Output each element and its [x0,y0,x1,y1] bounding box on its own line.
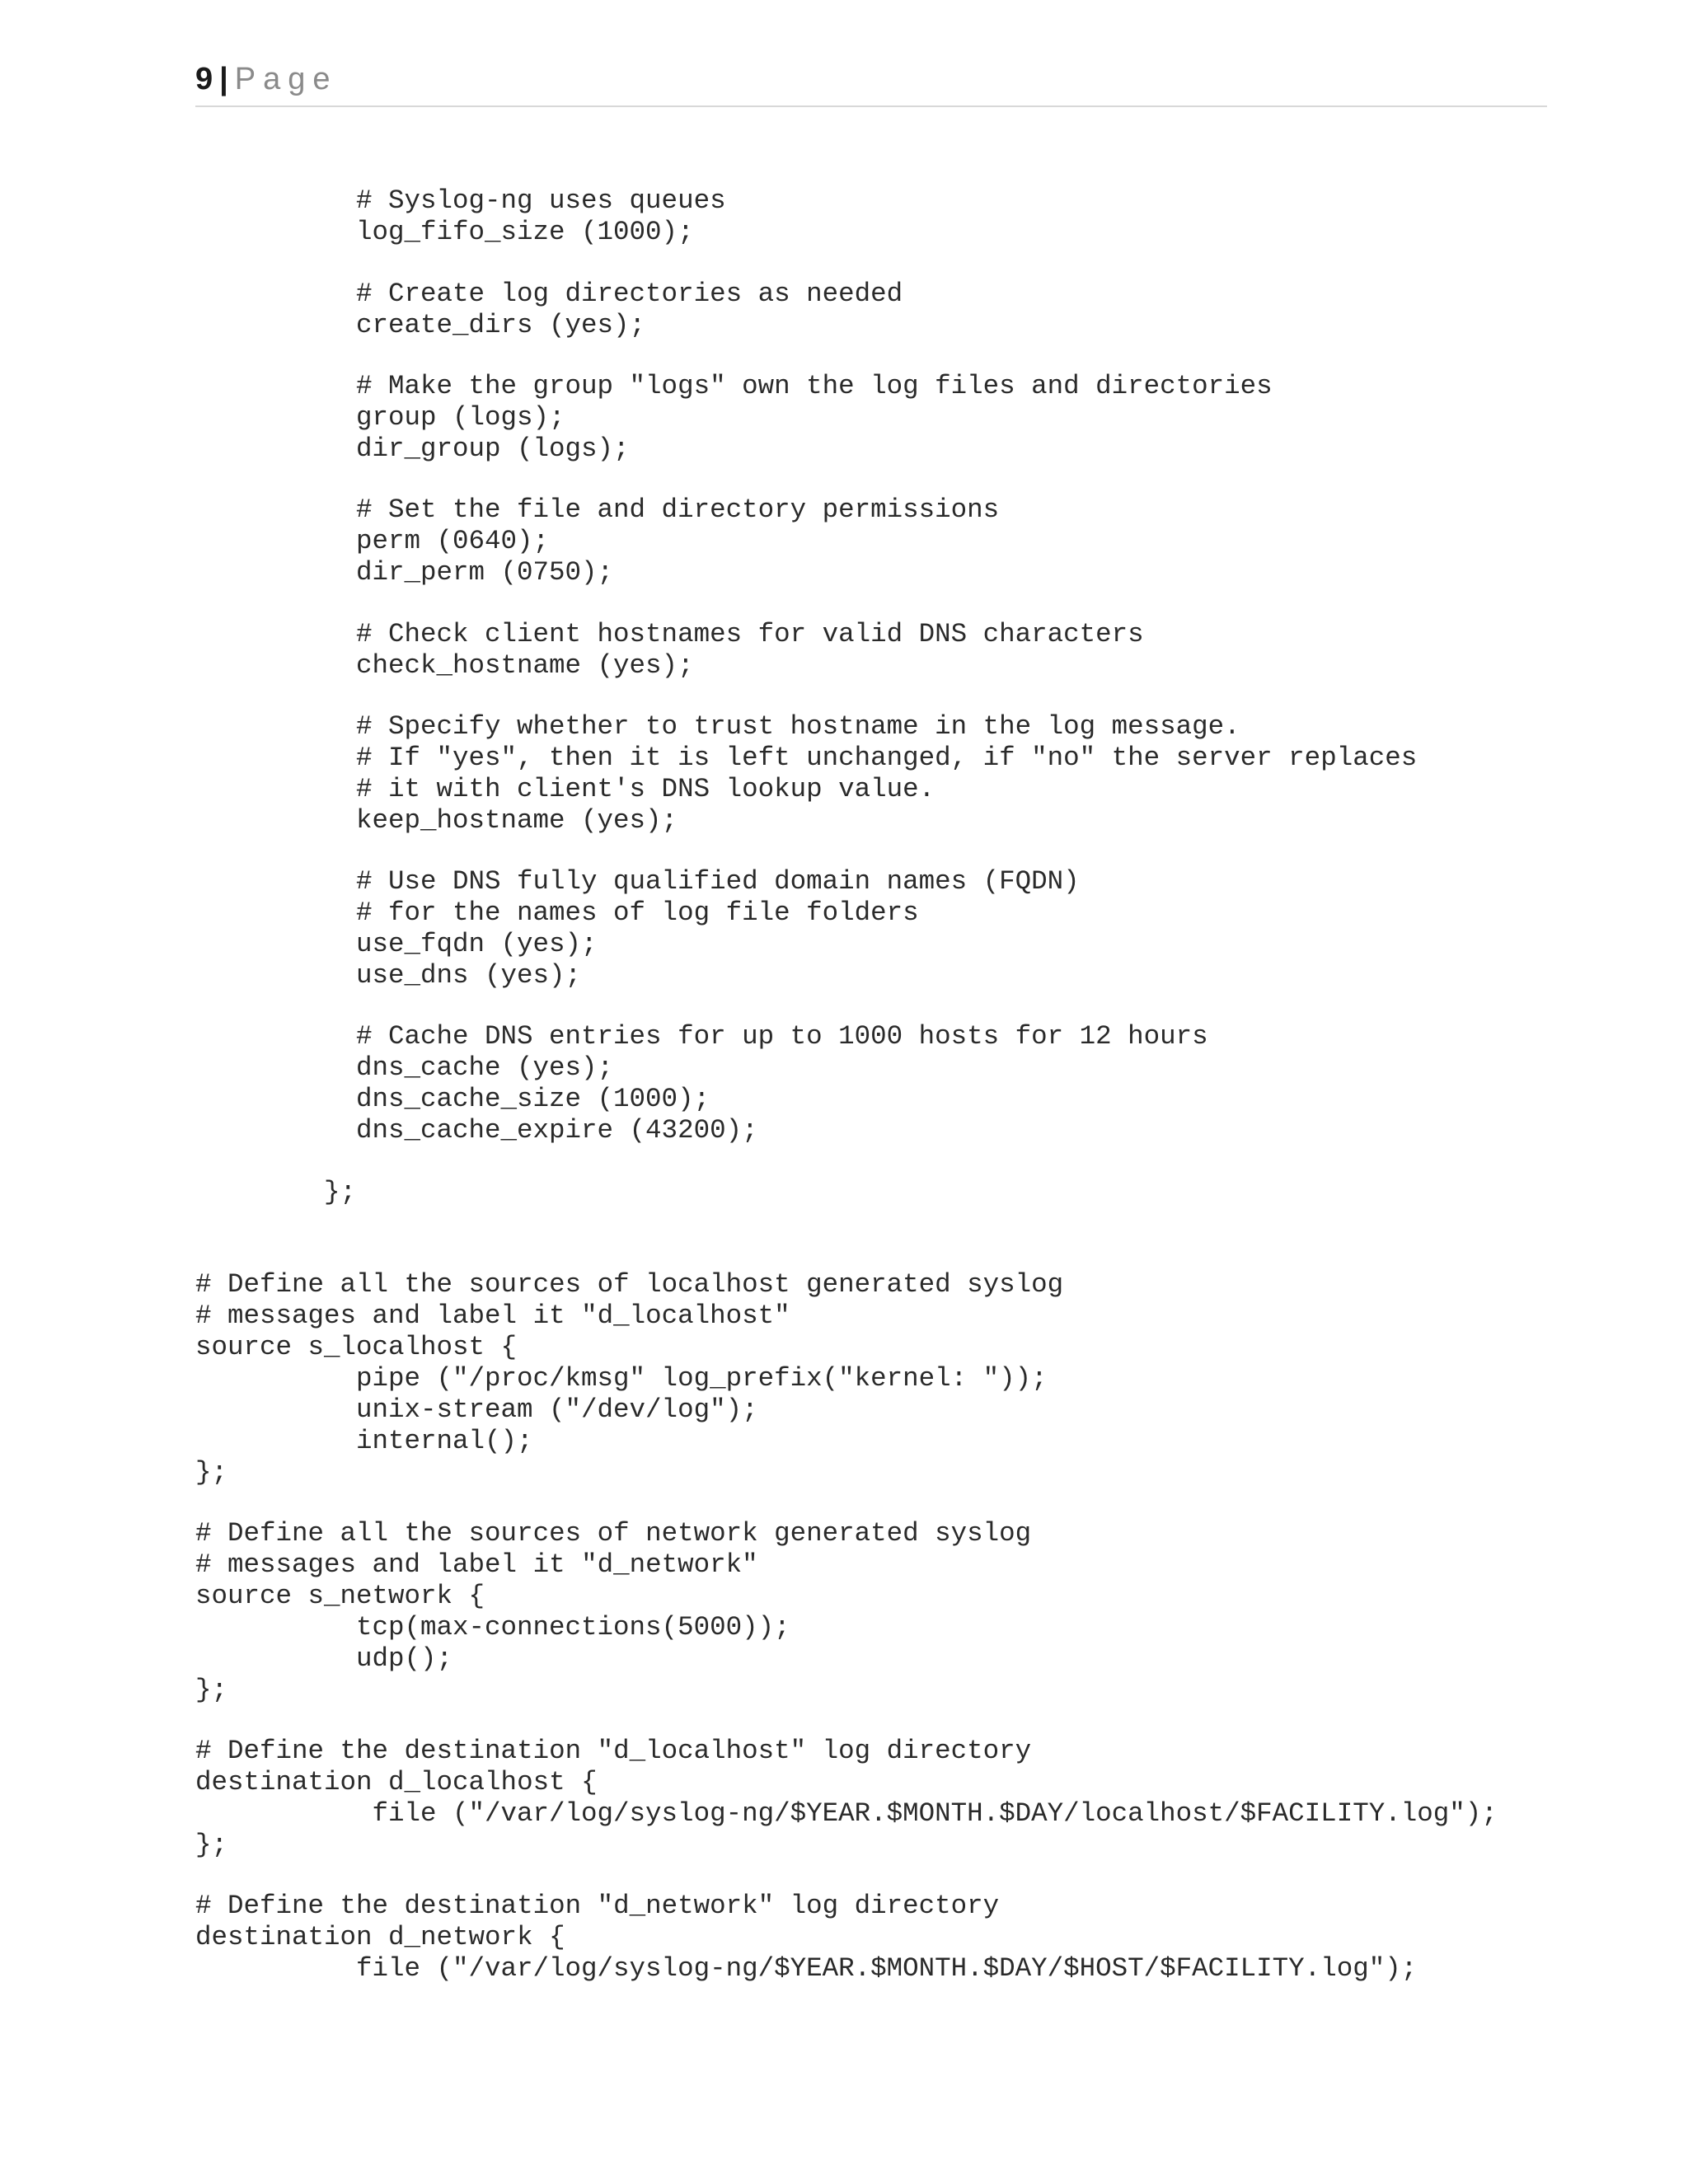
code-line: # it with client's DNS lookup value. [356,774,935,804]
code-line: use_fqdn (yes); [356,929,598,959]
code-line: dns_cache_size (1000); [356,1084,710,1114]
code-line: # for the names of log file folders [356,898,919,928]
code-line: }; [195,1457,228,1488]
code-line: # messages and label it "d_localhost" [195,1301,790,1331]
code-line: # Use DNS fully qualified domain names (FQDN) [356,866,1080,897]
code-line: }; [195,1830,228,1860]
code-line: source s_localhost { [195,1332,518,1362]
code-line: dns_cache_expire (43200); [356,1115,758,1146]
code-line: log_fifo_size (1000); [356,217,694,247]
code-line: # Specify whether to trust hostname in the log message. [356,711,1240,742]
code-line: tcp(max-connections(5000)); [356,1612,790,1643]
code-line: dir_perm (0750); [356,557,614,588]
code-line: destination d_network { [195,1922,565,1952]
code-line: dns_cache (yes); [356,1052,614,1083]
code-line: # Define all the sources of network generated syslog [195,1518,1032,1549]
page-label: Page [234,62,338,96]
code-line: pipe ("/proc/kmsg" log_prefix("kernel: ")); [356,1363,1048,1394]
code-line: }; [324,1177,357,1207]
code-line: destination d_localhost { [195,1767,598,1797]
code-line: # Define all the sources of localhost generated syslog [195,1269,1064,1300]
code-line: # Create log directories as needed [356,279,903,309]
code-line: perm (0640); [356,526,550,556]
code-line: }; [195,1675,228,1705]
code-line: source s_network { [195,1581,485,1611]
code-line: # Define the destination "d_localhost" log directory [195,1736,1032,1766]
code-line: create_dirs (yes); [356,310,646,340]
code-line: keep_hostname (yes); [356,805,678,836]
code-line: internal(); [356,1426,533,1456]
code-line: # messages and label it "d_network" [195,1549,758,1580]
code-line: # Set the file and directory permissions [356,494,1000,525]
code-line: # Define the destination "d_network" log directory [195,1891,1000,1921]
code-line: udp(); [356,1643,453,1674]
code-line: # If "yes", then it is left unchanged, if "no" the server replaces [356,743,1418,773]
code-line: dir_group (logs); [356,434,630,464]
code-line: check_hostname (yes); [356,650,694,681]
code-line: # Cache DNS entries for up to 1000 hosts for 12 hours [356,1021,1208,1052]
code-line: unix-stream ("/dev/log"); [356,1394,758,1425]
code-line: group (logs); [356,402,565,433]
code-line: # Make the group "logs" own the log files and directories [356,371,1273,401]
code-line: file ("/var/log/syslog-ng/$YEAR.$MONTH.$DAY/$HOST/$FACILITY.log"); [356,1953,1418,1984]
code-line: file ("/var/log/syslog-ng/$YEAR.$MONTH.$DAY/localhost/$FACILITY.log"); [372,1798,1498,1829]
code-line: # Check client hostnames for valid DNS characters [356,619,1144,649]
code-line: # Syslog-ng uses queues [356,185,726,216]
page-separator: | [219,62,228,96]
page-number: 9 [195,62,213,96]
page-header [195,59,1547,107]
code-line: use_dns (yes); [356,960,582,991]
